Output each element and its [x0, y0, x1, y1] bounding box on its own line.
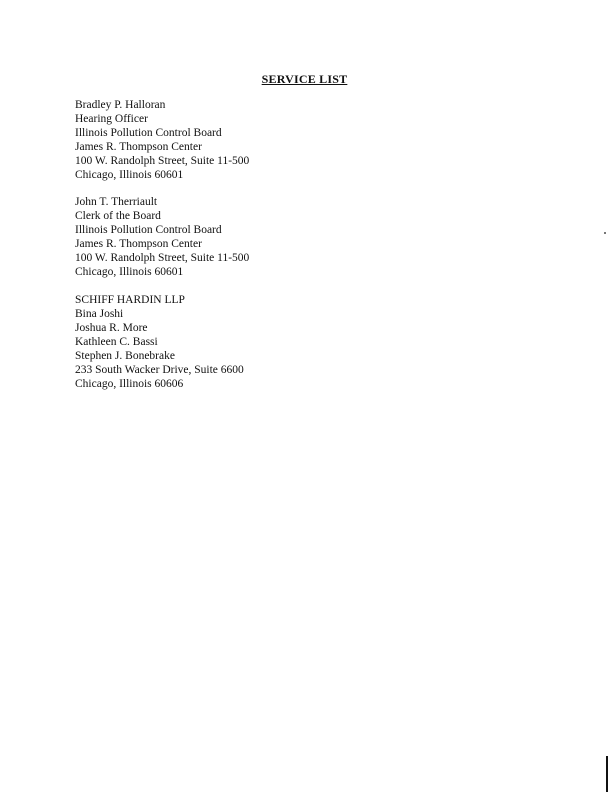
recipient-line: 100 W. Randolph Street, Suite 11-500 — [75, 155, 250, 167]
recipient-line: Bradley P. Halloran — [75, 99, 166, 111]
recipient-line: Stephen J. Bonebrake — [75, 350, 175, 362]
recipient-line: Hearing Officer — [75, 113, 148, 125]
scan-margin-bar — [606, 756, 608, 792]
recipient-block-hearing-officer — [75, 98, 249, 182]
scan-artifact-dot — [604, 232, 606, 234]
recipient-block-law-firm — [75, 293, 244, 391]
recipient-line: Illinois Pollution Control Board — [75, 127, 222, 139]
recipient-line: John T. Therriault — [75, 196, 158, 208]
recipient-line: Chicago, Illinois 60606 — [75, 378, 184, 390]
recipient-block-clerk — [75, 195, 249, 279]
recipient-line: Bina Joshi — [75, 308, 124, 320]
recipient-line: 100 W. Randolph Street, Suite 11-500 — [75, 252, 250, 264]
recipient-line: 233 South Wacker Drive, Suite 6600 — [75, 364, 244, 376]
recipient-line: Clerk of the Board — [75, 210, 161, 222]
recipient-line: James R. Thompson Center — [75, 141, 202, 153]
recipient-line: SCHIFF HARDIN LLP — [75, 294, 185, 306]
recipient-line: James R. Thompson Center — [75, 238, 202, 250]
recipient-line: Joshua R. More — [75, 322, 148, 334]
recipient-line: Chicago, Illinois 60601 — [75, 266, 184, 278]
recipient-line: Illinois Pollution Control Board — [75, 224, 222, 236]
recipient-line: Kathleen C. Bassi — [75, 336, 158, 348]
service-list-title: SERVICE LIST — [261, 72, 348, 86]
recipient-line: Chicago, Illinois 60601 — [75, 169, 184, 181]
